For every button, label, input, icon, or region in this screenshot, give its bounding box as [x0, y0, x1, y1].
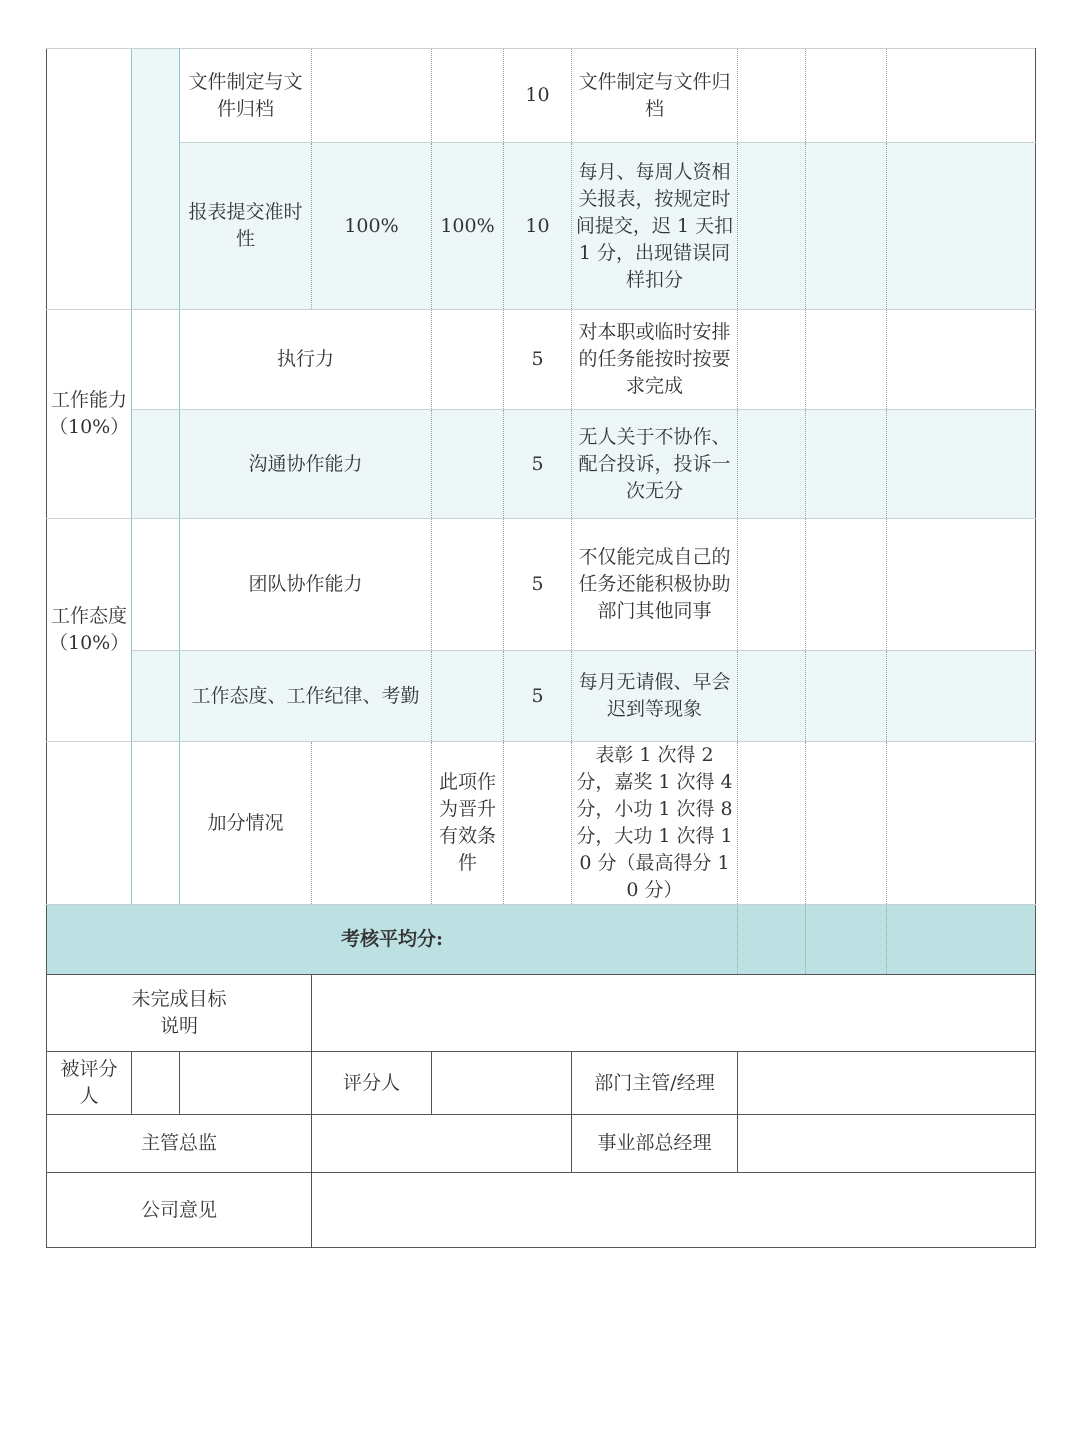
manager-label: 部门主管/经理 [572, 1052, 738, 1115]
category-cell [47, 49, 132, 310]
actual-cell [432, 49, 504, 143]
actual-cell: 100% [432, 143, 504, 310]
average-row [47, 905, 1036, 975]
standard-cell: 不仅能完成自己的任务还能积极协助部门其他同事 [572, 519, 738, 651]
weight-cell: 10 [504, 143, 572, 310]
average-score-cell [887, 905, 1036, 975]
score-cell [887, 742, 1036, 905]
actual-cell [432, 651, 504, 742]
actual-cell [432, 310, 504, 410]
standard-cell: 无人关于不协作、配合投诉，投诉一次无分 [572, 410, 738, 519]
item-cell: 报表提交准时性 [180, 143, 312, 310]
table-row [47, 49, 1036, 143]
appraisee-label-text: 被评分人 [60, 1058, 118, 1107]
appraisee-label [47, 1052, 132, 1115]
weight-cell [504, 742, 572, 905]
table-row [47, 310, 1036, 410]
average-label: 考核平均分: [47, 905, 738, 975]
item-cell: 团队协作能力 [180, 519, 432, 651]
target-cell [312, 49, 432, 143]
weight-cell: 5 [504, 651, 572, 742]
standard-cell: 每月无请假、早会迟到等现象 [572, 651, 738, 742]
gm-value [738, 1115, 1036, 1173]
target-cell [312, 742, 432, 905]
incomplete-row [47, 975, 1036, 1052]
score-cell [806, 310, 887, 410]
sub-cell [132, 410, 180, 519]
sub-cell [132, 519, 180, 651]
score-cell [738, 49, 806, 143]
company-opinion-row [47, 1173, 1036, 1248]
gm-label: 事业部总经理 [572, 1115, 738, 1173]
category-cell [47, 742, 132, 905]
table-row [47, 519, 1036, 651]
standard-cell: 对本职或临时安排的任务能按时按要求完成 [572, 310, 738, 410]
incomplete-value [312, 975, 1036, 1052]
signature-row [47, 1052, 1036, 1115]
score-cell [806, 519, 887, 651]
appraisal-table [46, 48, 1036, 1248]
score-cell [806, 143, 887, 310]
weight-cell: 5 [504, 310, 572, 410]
score-cell [738, 651, 806, 742]
standard-cell: 文件制定与文件归档 [572, 49, 738, 143]
score-cell [887, 410, 1036, 519]
score-cell [887, 143, 1036, 310]
item-cell: 文件制定与文件归档 [180, 49, 312, 143]
incomplete-label [47, 975, 312, 1052]
sub-cell [132, 742, 180, 905]
score-cell [887, 651, 1036, 742]
average-score-cell [738, 905, 806, 975]
score-cell [887, 310, 1036, 410]
target-cell: 100% [312, 143, 432, 310]
director-value [312, 1115, 572, 1173]
weight-cell: 5 [504, 410, 572, 519]
rater-value [432, 1052, 572, 1115]
table-row [47, 651, 1036, 742]
sub-cell [132, 49, 180, 310]
item-cell: 工作态度、工作纪律、考勤 [180, 651, 432, 742]
table-row [47, 410, 1036, 519]
score-cell [738, 519, 806, 651]
approval-row [47, 1115, 1036, 1173]
item-cell: 加分情况 [180, 742, 312, 905]
score-cell [806, 49, 887, 143]
table-row [47, 143, 1036, 310]
score-cell [738, 410, 806, 519]
standard-cell: 每月、每周人资相关报表，按规定时间提交，迟 1 天扣 1 分，出现错误同样扣分 [572, 143, 738, 310]
score-cell [806, 410, 887, 519]
director-label: 主管总监 [47, 1115, 312, 1173]
score-cell [887, 49, 1036, 143]
appraisee-value [132, 1052, 180, 1115]
score-cell [738, 742, 806, 905]
score-cell [887, 519, 1036, 651]
rater-label: 评分人 [312, 1052, 432, 1115]
score-cell [738, 143, 806, 310]
sub-cell [132, 310, 180, 410]
standard-cell: 表彰 1 次得 2 分，嘉奖 1 次得 4 分，小功 1 次得 8 分，大功 1 次得 10 分（最高得分 10 分） [572, 742, 738, 905]
score-cell [806, 651, 887, 742]
note-cell: 此项作为晋升有效条件 [432, 742, 504, 905]
company-value [312, 1173, 1036, 1248]
appraisee-value [180, 1052, 312, 1115]
manager-value [738, 1052, 1036, 1115]
weight-cell: 5 [504, 519, 572, 651]
weight-cell: 10 [504, 49, 572, 143]
score-cell [806, 742, 887, 905]
incomplete-label-text: 未完成目标说明 [131, 988, 227, 1037]
actual-cell [432, 410, 504, 519]
category-cell: 工作能力（10%） [47, 310, 132, 519]
score-cell [738, 310, 806, 410]
item-cell: 沟通协作能力 [180, 410, 432, 519]
company-label: 公司意见 [47, 1173, 312, 1248]
table-row [47, 742, 1036, 905]
actual-cell [432, 519, 504, 651]
average-score-cell [806, 905, 887, 975]
item-cell: 执行力 [180, 310, 432, 410]
sub-cell [132, 651, 180, 742]
category-cell: 工作态度（10%） [47, 519, 132, 742]
